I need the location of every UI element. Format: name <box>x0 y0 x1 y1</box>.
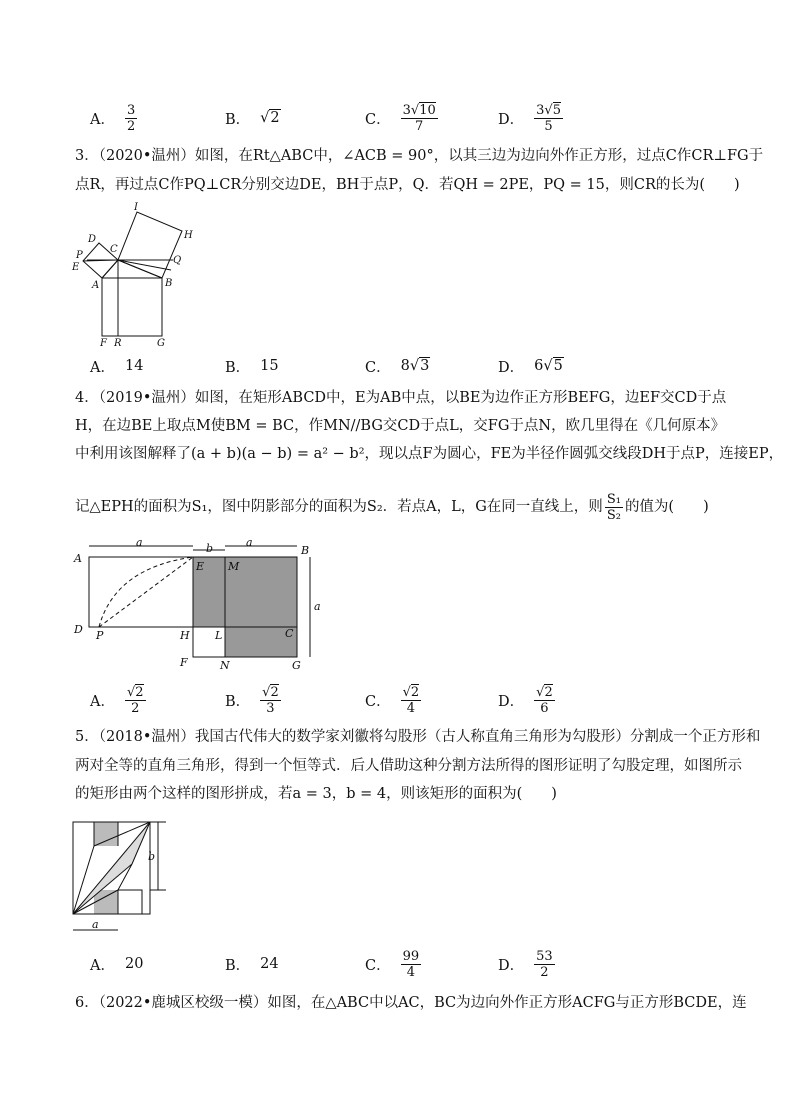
numerator: 3 <box>126 102 136 118</box>
denominator: 2 <box>126 118 136 134</box>
q4-line-1: 4．（2019•温州）如图，在矩形ABCD中，E为AB中点，以BE为边作正方形BEFG，边EF交CD于点 <box>75 390 727 406</box>
q2-option-c[interactable] <box>365 98 438 138</box>
radicand: 5 <box>552 102 561 118</box>
label-F: F <box>180 656 188 669</box>
numerator: √2 <box>402 684 420 700</box>
numerator: √2 <box>262 684 279 700</box>
fraction <box>260 685 281 716</box>
label-b: b <box>148 850 156 863</box>
label-N: N <box>220 659 230 672</box>
denominator: 4 <box>406 964 416 980</box>
label-L: L <box>215 629 223 642</box>
label-M: M <box>228 560 240 573</box>
fraction <box>401 949 422 980</box>
label-h: H <box>184 230 193 241</box>
q3-option-c[interactable] <box>365 346 430 386</box>
denominator: 2 <box>540 964 549 980</box>
option-value: 14 <box>124 358 144 374</box>
radicand: 2 <box>270 110 280 126</box>
option-letter: C． <box>365 111 391 128</box>
q5-line-1: 5．（2018•温州）我国古代伟大的数学家刘徽将勾股形（古人称直角三角形为勾股形）分割成一个正方形和 <box>75 729 761 745</box>
numerator: √2 <box>126 684 144 700</box>
q4-option-a[interactable] <box>90 680 146 720</box>
denominator: 2 <box>131 700 140 716</box>
option-letter: D． <box>498 957 525 974</box>
label-G: G <box>292 659 301 672</box>
label-C: C <box>285 627 294 640</box>
option-letter: C． <box>365 957 391 974</box>
label-a: a <box>92 918 99 931</box>
radicand: 3 <box>420 358 430 374</box>
label-D: D <box>74 623 83 636</box>
numerator: S₁ <box>606 492 621 507</box>
q5-option-d[interactable] <box>498 944 555 984</box>
option-letter: D． <box>498 111 525 128</box>
numerator: √2 <box>536 684 553 700</box>
fraction <box>401 103 438 134</box>
label-g: G <box>157 338 165 349</box>
label-P: P <box>96 629 104 642</box>
square-abgf <box>102 278 162 336</box>
label-H: H <box>180 629 190 642</box>
radicand: 10 <box>419 102 436 118</box>
q3-options <box>0 346 790 386</box>
coefficient: 3 <box>402 102 411 118</box>
q3-figure <box>70 200 200 350</box>
numerator: 3√10 <box>402 102 436 118</box>
label-A: A <box>74 552 82 565</box>
radicand: 2 <box>544 684 553 700</box>
denominator: 6 <box>540 700 549 716</box>
q5-figure <box>70 818 175 938</box>
q5-line-3: 的矩形由两个这样的图形拼成，若a = 3，b = 4，则该矩形的面积为( ) <box>75 786 557 802</box>
option-letter: C． <box>365 693 391 710</box>
coefficient: 6 <box>534 358 544 374</box>
numerator: 53 <box>536 948 553 964</box>
fraction <box>534 103 563 134</box>
q4-line-4-post: 的值为( ) <box>624 499 709 515</box>
radicand: 2 <box>410 684 420 700</box>
q4-line-4-pre: 记△EPH的面积为S₁，图中阴影部分的面积为S₂．若点A，L，G在同一直线上，则 <box>75 499 603 515</box>
fraction <box>534 949 555 980</box>
label-e: E <box>72 262 80 273</box>
sqrt: √5 <box>543 358 563 374</box>
q3-option-a[interactable] <box>90 346 143 386</box>
q4-option-c[interactable] <box>365 680 421 720</box>
q3-option-d[interactable] <box>498 346 564 386</box>
q4-line-2: H，在边BE上取点M使BM = BC，作MN//BG交CD于点L，交FG于点N，欧几里得在《几何原本》 <box>75 418 726 434</box>
q3-option-b[interactable] <box>225 346 279 386</box>
q2-options <box>0 98 790 138</box>
label-E: E <box>196 560 205 573</box>
option-letter: D． <box>498 359 525 376</box>
q5-line-2: 两对全等的直角三角形，得到一个恒等式．后人借助这种分割方法所得的图形证明了勾股定理，如图所示 <box>75 758 742 774</box>
option-letter: D． <box>498 693 525 710</box>
fraction <box>534 685 555 716</box>
option-letter: C． <box>365 359 391 376</box>
q5-option-a[interactable] <box>90 944 143 984</box>
option-letter: A． <box>90 359 115 376</box>
q3-line-1: 3．（2020•温州）如图，在Rt△ABC中，∠ACB = 90°，以其三边为边向外作正方形，过点C作CR⊥FG于 <box>75 148 764 164</box>
numerator: 99 <box>402 948 420 964</box>
option-letter: B． <box>225 111 251 128</box>
q4-line-3: 中利用该图解释了(a + b)(a − b) = a² − b²，现以点F为圆心，FE为半径作圆弧交线段DH于点P，连接EP， <box>75 446 784 462</box>
label-a-side: a <box>314 600 321 613</box>
label-b: B <box>165 278 173 289</box>
label-B: B <box>301 544 310 557</box>
option-value: 15 <box>260 358 279 374</box>
q4-figure <box>70 538 330 676</box>
option-letter: A． <box>90 957 115 974</box>
q4-line-4 <box>75 492 725 523</box>
fraction <box>125 685 146 716</box>
q2-option-d[interactable] <box>498 98 563 138</box>
sqrt: √3 <box>409 358 430 374</box>
inner-square <box>118 890 142 914</box>
q4-option-d[interactable] <box>498 680 555 720</box>
label-a: A <box>92 280 100 291</box>
denominator: 3 <box>266 700 275 716</box>
q6-line-1: 6．（2022•鹿城区校级一模）如图，在△ABC中以AC，BC为边向外作正方形ACFG与正方形BCDE，连 <box>75 995 747 1011</box>
q5-option-c[interactable] <box>365 944 421 984</box>
q3-line-2: 点R，再过点C作PQ⊥CR分别交边DE，BH于点P，Q．若QH = 2PE，PQ = 15，则CR的长为( ) <box>75 177 740 193</box>
label-c: C <box>110 244 118 255</box>
q2-option-b[interactable] <box>225 98 281 138</box>
radicand: 2 <box>270 684 279 700</box>
ratio-fraction <box>605 492 623 523</box>
label-a-top: a <box>136 538 143 549</box>
denominator: S₂ <box>606 508 621 523</box>
option-letter: B． <box>225 359 251 376</box>
sqrt: √2 <box>260 110 280 126</box>
option-letter: A． <box>90 111 115 128</box>
option-value: 24 <box>260 956 279 972</box>
segment-ep <box>99 557 193 627</box>
option-letter: B． <box>225 693 251 710</box>
label-i: I <box>134 202 138 213</box>
label-p: P <box>76 250 83 261</box>
q4-option-b[interactable] <box>225 680 281 720</box>
fraction <box>401 685 422 716</box>
option-letter: A． <box>90 693 115 710</box>
label-b: b <box>206 542 214 555</box>
numerator: 3√5 <box>536 102 561 118</box>
coefficient: 3 <box>536 102 545 118</box>
q5-option-b[interactable] <box>225 944 279 984</box>
shaded-top-square <box>94 822 118 846</box>
q5-options <box>0 944 790 984</box>
denominator: 7 <box>415 118 424 134</box>
label-a-mid: a <box>246 538 253 549</box>
label-f: F <box>100 338 107 349</box>
denominator: 5 <box>544 118 553 134</box>
coefficient: 8 <box>400 358 410 374</box>
square-bchi <box>118 212 182 278</box>
q4-options <box>0 680 790 720</box>
radicand: 2 <box>135 684 144 700</box>
option-value: 20 <box>124 956 144 972</box>
option-letter: B． <box>225 957 251 974</box>
label-q: Q <box>173 255 182 266</box>
radicand: 5 <box>553 358 563 374</box>
fraction <box>125 103 137 134</box>
label-r: R <box>114 338 122 349</box>
construction-line <box>118 260 171 270</box>
denominator: 4 <box>406 700 416 716</box>
q2-option-a[interactable] <box>90 98 137 138</box>
label-d: D <box>88 234 97 245</box>
